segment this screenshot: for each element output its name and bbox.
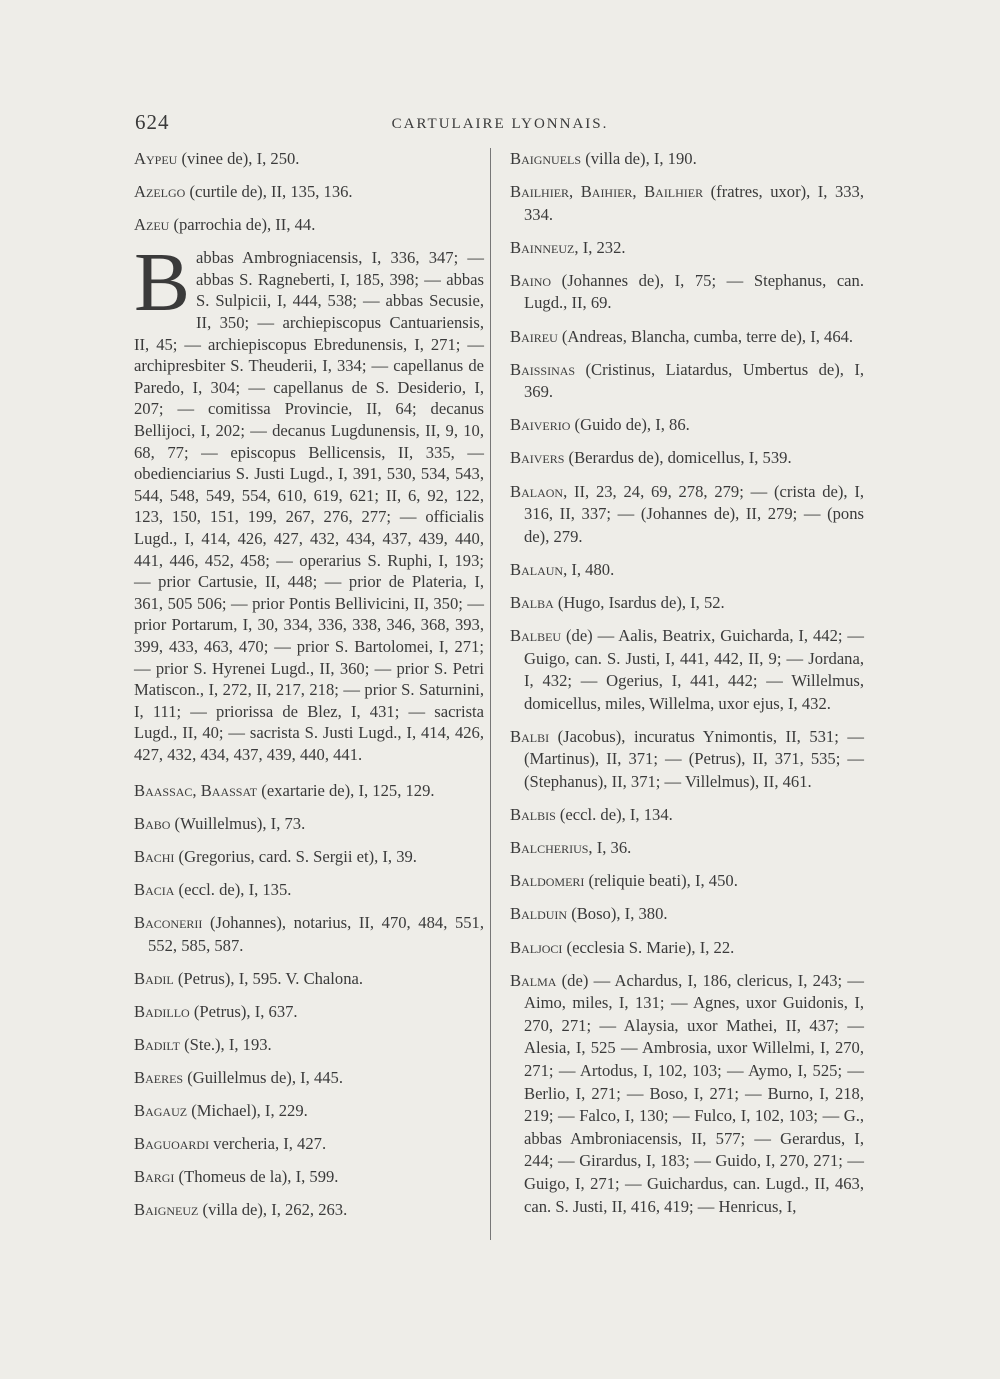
entry-text: , II, 23, 24, 69, 278, 279; — (crista de), I, 316, II, 337; — (Johannes de), II, 279; — (pons de), 279.: [524, 481, 864, 546]
entry-headword: Balbeu: [510, 626, 562, 645]
entry-headword: Badil: [134, 968, 174, 988]
entry-text: (parrochia de), II, 44.: [169, 215, 316, 235]
entry-text: (reliquie beati), I, 450.: [584, 871, 738, 891]
entry-headword: Balduin: [510, 904, 568, 924]
column-divider: [490, 148, 491, 1240]
entry-text: (Johannes), notarius, II, 470, 484, 551, 552, 585, 587.: [148, 912, 484, 955]
index-entry: [134, 912, 484, 957]
index-entry: [510, 625, 864, 715]
entry-headword: Bainneuz: [510, 237, 575, 257]
index-entry: [510, 837, 864, 860]
index-entry: [510, 804, 864, 827]
entry-text: (Petrus), I, 595. V. Chalona.: [173, 968, 364, 988]
entry-headword: Baigneuz: [134, 1200, 199, 1220]
right-column: [510, 148, 864, 1229]
entry-text: (Thomeus de la), I, 599.: [174, 1167, 339, 1187]
entry-text: , I, 480.: [563, 559, 615, 579]
entry-text: (exartarie de), I, 125, 129.: [257, 780, 435, 800]
index-entry: [510, 181, 864, 226]
entry-headword: Bacia: [134, 879, 175, 899]
index-entry: [134, 846, 484, 869]
entry-headword: Balma: [510, 970, 557, 990]
entry-headword: Baeres: [134, 1067, 184, 1087]
entry-text: (Ste.), I, 193.: [179, 1034, 272, 1054]
entry-text: (Michael), I, 229.: [187, 1100, 308, 1120]
entry-text: (de) — Aalis, Beatrix, Guicharda, I, 442; — Guigo, can. S. Justi, I, 441, 442, II, 9; — Jordana, I, 432; — Ogerius, I, 441, 442; — Willelmus, domicellus, miles, Willelma, uxor ejus, I, 432.: [524, 626, 864, 713]
entry-headword: Azelgo: [134, 182, 186, 202]
index-entry: [134, 148, 484, 171]
entry-headword: Badilt: [134, 1034, 180, 1054]
entry-text: (de) — Achardus, I, 186, clericus, I, 243; — Aimo, miles, I, 131; — Agnes, uxor Guidonis, I, 270, 271; — Alaysia, uxor Mathei, II, 437; — Alesia, I, 525 — Ambrosia, uxor Willelmi, I, 270, 271; — Artodus, I, 102, 103; — Aymo, I, 525; — Berlio, I, 271; — Boso, I, 271; — Burno, I, 218, 219; — Falco, I, 130; — Fulco, I, 102, 103; — G., abbas Ambroniacensis, II, 577; — Gerardus, I, 244; — Girardus, I, 183; — Guido, I, 270, 271; — Guigo, I, 271; — Guichardus, can. Lugd., II, 463, can. S. Justi, II, 416, 419; — Henricus, I,: [524, 970, 864, 1216]
index-entry: [510, 870, 864, 893]
entry-text: (fratres, uxor), I, 333, 334.: [524, 182, 864, 224]
entry-headword: Baino: [510, 270, 552, 290]
index-entry: [510, 726, 864, 794]
entry-text: (Berardus de), domicellus, I, 539.: [564, 448, 792, 468]
index-entry: [134, 1001, 484, 1024]
entry-headword: Balba: [510, 592, 554, 612]
index-entry: [510, 937, 864, 960]
entry-headword: Baivers: [510, 448, 565, 468]
entry-text: (Johannes de), I, 75; — Stephanus, can. Lugd., II, 69.: [524, 270, 864, 313]
index-entry: [134, 1100, 484, 1123]
entry-text: (eccl. de), I, 134.: [555, 805, 673, 825]
entry-text: (Guido de), I, 86.: [570, 415, 690, 435]
entry-headword: Balaon: [510, 481, 564, 501]
entry-text: (Jacobus), incuratus Ynimontis, II, 531; — (Martinus), II, 371; — (Petrus), II, 371, 535; — (Stephanus), II, 371; — Villelmus), II, 461.: [524, 726, 864, 792]
entry-headword: Badillo: [134, 1001, 190, 1021]
entry-text: (Boso), I, 380.: [567, 904, 668, 924]
entry-text: (Andreas, Blancha, cumba, terre de), I, 464.: [557, 326, 854, 346]
index-entry: [510, 447, 864, 470]
entry-text: (villa de), I, 262, 263.: [198, 1200, 348, 1220]
entry-text: (villa de), I, 190.: [581, 149, 697, 168]
index-entry: [510, 270, 864, 315]
index-entry: [134, 813, 484, 836]
entry-headword: Balbi: [510, 726, 550, 746]
index-entry: [134, 780, 484, 803]
entry-headword: Baldomeri: [510, 871, 585, 891]
running-head: CARTULAIRE LYONNAIS.: [391, 116, 609, 132]
entry-text: (eccl. de), I, 135.: [174, 879, 292, 899]
entry-text: (Gregorius, card. S. Sergii et), I, 39.: [174, 846, 417, 866]
entry-headword: Baiverio: [510, 415, 571, 435]
entry-text: (Guillelmus de), I, 445.: [183, 1067, 343, 1087]
index-entry: [134, 1067, 484, 1090]
entry-headword: Bargi: [134, 1167, 175, 1187]
index-entry: [134, 1133, 484, 1156]
index-entry: [510, 414, 864, 437]
entry-headword: Baguoardi: [134, 1134, 210, 1154]
entry-headword: Balcherius: [510, 838, 589, 858]
page-number: 624: [135, 110, 170, 134]
entry-text: , I, 232.: [574, 237, 626, 257]
entry-text: (ecclesia S. Marie), I, 22.: [562, 937, 735, 957]
entry-headword: Balaun: [510, 559, 564, 579]
index-entry: [134, 1166, 484, 1189]
index-entry: [510, 592, 864, 615]
entry-text: vercheria, I, 427.: [209, 1134, 327, 1154]
index-entry: [134, 968, 484, 991]
entry-headword: Aypeu: [134, 149, 178, 168]
entry-headword: Baissinas: [510, 359, 576, 379]
b-abbas-paragraph: [134, 236, 484, 765]
index-entry: [510, 481, 864, 549]
entry-headword: Baignuels: [510, 149, 582, 168]
index-entry: [510, 237, 864, 260]
entry-headword: Bagauz: [134, 1100, 188, 1120]
entry-text: (vinee de), I, 250.: [177, 149, 300, 168]
index-entry: [510, 148, 864, 171]
entry-headword: Bailhier, Baihier, Bailhier: [510, 182, 704, 202]
index-entry: [134, 181, 484, 204]
left-column: [134, 148, 484, 1232]
entry-headword: Baassac, Baassat: [134, 780, 258, 800]
entry-text: (Cristinus, Liatardus, Umbertus de), I, 369.: [524, 359, 864, 402]
drop-cap-b: B: [134, 236, 191, 330]
paragraph-text: abbas Ambrogniacensis, I, 336, 347; — abbas S. Ragneberti, I, 185, 398; — abbas S. Sulpicii, I, 444, 538; — abbas Secusie, II, 350; — archiepiscopus Cantuariensis, II, 45; — archiepiscopus Ebredunensis, I, 271; — archipresbiter S. Theuderii, I, 334; — capellanus de Paredo, I, 304; — capellanus de S. Desiderio, I, 207; — comitissa Provincie, II, 64; decanus Bellijoci, I, 202; — decanus Lugdunensis, II, 9, 10, 68, 77; — episcopus Bellicensis, II, 335, — obedienciarius S. Justi Lugd., I, 391, 530, 534, 543, 544, 548, 549, 554, 610, 619, 621; II, 6, 92, 122, 123, 150, 151, 199, 267, 276, 277; — officialis Lugd., I, 414, 426, 427, 432, 434, 437, 439, 440, 441, 446, 452, 458; — operarius S. Ruphi, I, 193; — prior Cartusie, II, 448; — prior de Plateria, I, 361, 505 506; — prior Pontis Bellivicini, II, 350; — prior Portarum, I, 30, 334, 336, 338, 346, 368, 393, 399, 433, 463, 470; — prior S. Bartolomei, I, 271; — prior S. Hyrenei Lugd., II, 360; — prior S. Petri Matiscon., I, 272, II, 217, 218; — prior S. Saturnini, I, 111; — priorissa de Blez, I, 431; — sacrista Lugd., II, 40; — sacrista S. Justi Lugd., I, 414, 426, 427, 432, 434, 437, 439, 440, 441.: [134, 248, 484, 764]
index-entry: [134, 214, 484, 237]
index-entry: [134, 1199, 484, 1222]
entry-headword: Babo: [134, 813, 171, 833]
index-entry: [510, 326, 864, 349]
entry-headword: Baconerii: [134, 912, 203, 932]
entry-headword: Balbis: [510, 805, 556, 825]
entry-headword: Baljoci: [510, 937, 563, 957]
entry-headword: Bachi: [134, 846, 175, 866]
index-entry: [510, 970, 864, 1219]
entry-text: (Wuillelmus), I, 73.: [170, 813, 306, 833]
index-entry: [134, 879, 484, 902]
entry-text: (Petrus), I, 637.: [189, 1001, 298, 1021]
entry-text: (Hugo, Isardus de), I, 52.: [553, 592, 725, 612]
index-entry: [134, 1034, 484, 1057]
index-entry: [510, 903, 864, 926]
index-entry: [510, 359, 864, 404]
entry-headword: Baireu: [510, 326, 558, 346]
entry-headword: Azeu: [134, 215, 170, 235]
index-entry: [510, 559, 864, 582]
entry-text: , I, 36.: [588, 838, 632, 858]
entry-text: (curtile de), II, 135, 136.: [185, 182, 353, 202]
